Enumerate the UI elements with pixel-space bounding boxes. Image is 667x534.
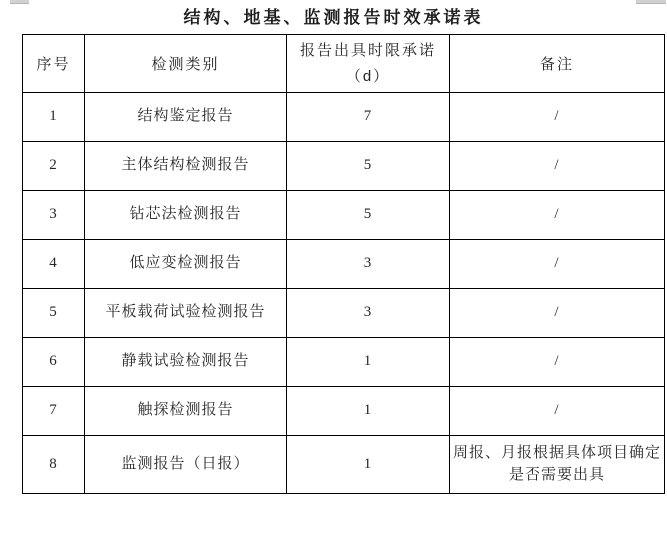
header-remark — [450, 35, 665, 93]
cell-serial-number: 3 — [23, 191, 85, 240]
cell-category: 触探检测报告 — [85, 387, 287, 436]
header-category — [85, 35, 287, 93]
cell-category: 钻芯法检测报告 — [85, 191, 287, 240]
cell-remark: / — [450, 289, 665, 338]
table-row — [23, 289, 665, 338]
header-serial-number — [23, 35, 85, 93]
cell-remark: 周报、月报根据具体项目确定是否需要出具 — [450, 436, 665, 494]
cell-serial-number: 2 — [23, 142, 85, 191]
header-deadline-label: 报告出具时限承诺 — [299, 41, 436, 59]
cell-category: 主体结构检测报告 — [85, 142, 287, 191]
page-title: 结构、地基、监测报告时效承诺表 — [183, 8, 484, 27]
header-deadline-unit: （d） — [345, 67, 391, 85]
cell-remark: / — [450, 142, 665, 191]
cell-category: 监测报告（日报） — [85, 436, 287, 494]
cell-remark: / — [450, 240, 665, 289]
table-row — [23, 387, 665, 436]
cell-serial-number: 4 — [23, 240, 85, 289]
cell-days: 1 — [287, 387, 450, 436]
cell-remark: / — [450, 191, 665, 240]
cell-remark: / — [450, 93, 665, 142]
cell-days: 1 — [287, 338, 450, 387]
cell-days: 5 — [287, 191, 450, 240]
cell-category: 低应变检测报告 — [85, 240, 287, 289]
cell-days: 3 — [287, 289, 450, 338]
cell-days: 1 — [287, 436, 450, 494]
cell-serial-number: 8 — [23, 436, 85, 494]
header-row — [23, 35, 665, 93]
table-row — [23, 142, 665, 191]
header-remark-label: 备注 — [539, 56, 574, 73]
cell-days: 7 — [287, 93, 450, 142]
header-deadline — [287, 35, 450, 93]
cell-serial-number: 6 — [23, 338, 85, 387]
cell-serial-number: 5 — [23, 289, 85, 338]
report-timeliness-table — [22, 34, 665, 494]
cell-days: 5 — [287, 142, 450, 191]
header-serial-number-label: 序号 — [36, 56, 71, 73]
header-category-label: 检测类别 — [151, 56, 220, 73]
cell-remark: / — [450, 387, 665, 436]
table-row — [23, 338, 665, 387]
cell-category: 结构鉴定报告 — [85, 93, 287, 142]
cell-days: 3 — [287, 240, 450, 289]
table-row — [23, 240, 665, 289]
table-row — [23, 191, 665, 240]
cell-serial-number: 1 — [23, 93, 85, 142]
cell-serial-number: 7 — [23, 387, 85, 436]
table-row — [23, 93, 665, 142]
cell-category: 平板载荷试验检测报告 — [85, 289, 287, 338]
cell-category: 静载试验检测报告 — [85, 338, 287, 387]
cell-remark: / — [450, 338, 665, 387]
table-row — [23, 436, 665, 494]
